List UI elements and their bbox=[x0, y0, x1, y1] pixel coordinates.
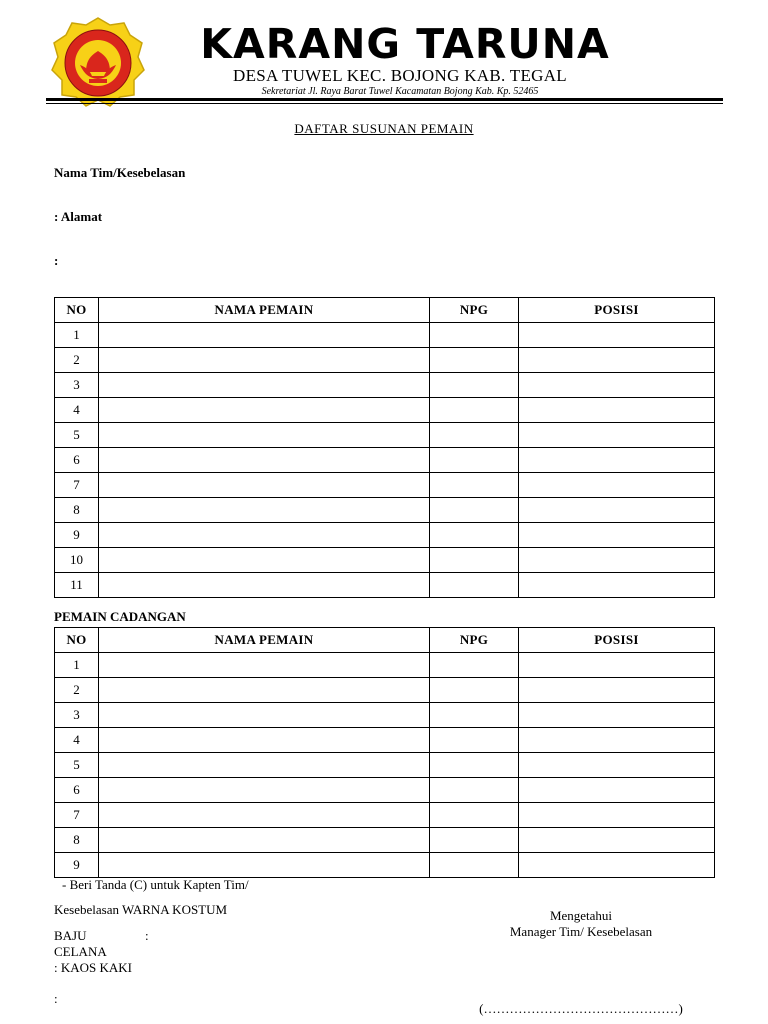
row-number: 3 bbox=[55, 373, 99, 398]
player-name-cell[interactable] bbox=[99, 523, 430, 548]
row-number: 1 bbox=[55, 653, 99, 678]
team-name-label: Nama Tim/Kesebelasan bbox=[54, 165, 186, 180]
row-number: 5 bbox=[55, 753, 99, 778]
npg-cell[interactable] bbox=[430, 828, 519, 853]
row-number: 4 bbox=[55, 728, 99, 753]
player-name-cell[interactable] bbox=[99, 703, 430, 728]
row-number: 7 bbox=[55, 803, 99, 828]
player-name-cell[interactable] bbox=[99, 653, 430, 678]
npg-cell[interactable] bbox=[430, 448, 519, 473]
shirt-colon: : bbox=[145, 928, 149, 943]
player-name-cell[interactable] bbox=[99, 423, 430, 448]
table-row bbox=[55, 423, 715, 448]
player-name-cell[interactable] bbox=[99, 728, 430, 753]
npg-cell[interactable] bbox=[430, 498, 519, 523]
position-cell[interactable] bbox=[519, 728, 715, 753]
reserve-table-header bbox=[55, 628, 715, 653]
table-row bbox=[55, 803, 715, 828]
npg-cell[interactable] bbox=[430, 473, 519, 498]
header-name: NAMA PEMAIN bbox=[99, 628, 430, 653]
org-address: Sekretariat Jl. Raya Barat Tuwel Kacamatan Bojong Kab. Kp. 52465 bbox=[261, 86, 539, 97]
row-number: 9 bbox=[55, 853, 99, 878]
position-cell[interactable] bbox=[519, 678, 715, 703]
table-row bbox=[55, 778, 715, 803]
row-number: 3 bbox=[55, 703, 99, 728]
header-position: POSISI bbox=[519, 298, 715, 323]
table-row bbox=[55, 678, 715, 703]
npg-cell[interactable] bbox=[430, 728, 519, 753]
captain-note: - Beri Tanda (C) untuk Kapten Tim/ bbox=[62, 877, 249, 892]
table-row bbox=[55, 348, 715, 373]
table-row bbox=[55, 473, 715, 498]
position-cell[interactable] bbox=[519, 373, 715, 398]
player-name-cell[interactable] bbox=[99, 548, 430, 573]
position-cell[interactable] bbox=[519, 853, 715, 878]
table-row bbox=[55, 398, 715, 423]
position-cell[interactable] bbox=[519, 473, 715, 498]
position-cell[interactable] bbox=[519, 323, 715, 348]
acknowledged-label: Mengetahui bbox=[549, 908, 613, 923]
header-position: POSISI bbox=[519, 628, 715, 653]
npg-cell[interactable] bbox=[430, 653, 519, 678]
npg-cell[interactable] bbox=[430, 753, 519, 778]
karang-taruna-logo bbox=[50, 15, 146, 107]
player-table bbox=[54, 297, 715, 598]
player-name-cell[interactable] bbox=[99, 323, 430, 348]
row-number: 10 bbox=[55, 548, 99, 573]
table-row bbox=[55, 498, 715, 523]
shorts-label: CELANA bbox=[54, 944, 107, 959]
trailing-colon: : bbox=[54, 991, 58, 1006]
player-name-cell[interactable] bbox=[99, 348, 430, 373]
position-cell[interactable] bbox=[519, 828, 715, 853]
position-cell[interactable] bbox=[519, 498, 715, 523]
npg-cell[interactable] bbox=[430, 523, 519, 548]
player-name-cell[interactable] bbox=[99, 498, 430, 523]
npg-cell[interactable] bbox=[430, 348, 519, 373]
header-npg: NPG bbox=[430, 298, 519, 323]
player-name-cell[interactable] bbox=[99, 473, 430, 498]
address-colon: : bbox=[54, 253, 59, 268]
kit-color-label: Kesebelasan WARNA KOSTUM bbox=[54, 902, 228, 917]
row-number: 1 bbox=[55, 323, 99, 348]
npg-cell[interactable] bbox=[430, 573, 519, 598]
row-number: 2 bbox=[55, 348, 99, 373]
signature-line: (………………………………………) bbox=[479, 1001, 683, 1016]
player-name-cell[interactable] bbox=[99, 448, 430, 473]
socks-label: : KAOS KAKI bbox=[54, 960, 132, 975]
player-name-cell[interactable] bbox=[99, 753, 430, 778]
row-number: 5 bbox=[55, 423, 99, 448]
npg-cell[interactable] bbox=[430, 398, 519, 423]
npg-cell[interactable] bbox=[430, 548, 519, 573]
row-number: 4 bbox=[55, 398, 99, 423]
npg-cell[interactable] bbox=[430, 703, 519, 728]
document-title: DAFTAR SUSUNAN PEMAIN bbox=[294, 121, 474, 136]
table-row bbox=[55, 323, 715, 348]
npg-cell[interactable] bbox=[430, 678, 519, 703]
position-cell[interactable] bbox=[519, 348, 715, 373]
row-number: 8 bbox=[55, 498, 99, 523]
table-row bbox=[55, 373, 715, 398]
table-row bbox=[55, 703, 715, 728]
table-row bbox=[55, 753, 715, 778]
player-name-cell[interactable] bbox=[99, 398, 430, 423]
position-cell[interactable] bbox=[519, 573, 715, 598]
org-title: KARANG TARUNA bbox=[200, 20, 610, 68]
table-row bbox=[55, 853, 715, 878]
table-row bbox=[55, 653, 715, 678]
header-rule-thick bbox=[46, 98, 723, 101]
row-number: 11 bbox=[55, 573, 99, 598]
player-name-cell[interactable] bbox=[99, 573, 430, 598]
header-rule-thin bbox=[46, 103, 723, 104]
position-cell[interactable] bbox=[519, 803, 715, 828]
reserve-table bbox=[54, 627, 715, 878]
header-npg: NPG bbox=[430, 628, 519, 653]
position-cell[interactable] bbox=[519, 398, 715, 423]
npg-cell[interactable] bbox=[430, 853, 519, 878]
address-label: : Alamat bbox=[54, 209, 103, 224]
player-name-cell[interactable] bbox=[99, 828, 430, 853]
table-row bbox=[55, 523, 715, 548]
shirt-label: BAJU bbox=[54, 928, 87, 943]
position-cell[interactable] bbox=[519, 423, 715, 448]
player-name-cell[interactable] bbox=[99, 853, 430, 878]
position-cell[interactable] bbox=[519, 523, 715, 548]
npg-cell[interactable] bbox=[430, 373, 519, 398]
player-name-cell[interactable] bbox=[99, 778, 430, 803]
header-no: NO bbox=[55, 628, 99, 653]
row-number: 7 bbox=[55, 473, 99, 498]
table-row bbox=[55, 548, 715, 573]
table-row bbox=[55, 448, 715, 473]
position-cell[interactable] bbox=[519, 448, 715, 473]
position-cell[interactable] bbox=[519, 778, 715, 803]
position-cell[interactable] bbox=[519, 548, 715, 573]
row-number: 6 bbox=[55, 778, 99, 803]
table-row bbox=[55, 828, 715, 853]
npg-cell[interactable] bbox=[430, 778, 519, 803]
table-row bbox=[55, 728, 715, 753]
table-row bbox=[55, 573, 715, 598]
manager-role-label: Manager Tim/ Kesebelasan bbox=[509, 924, 653, 939]
org-subtitle: DESA TUWEL KEC. BOJONG KAB. TEGAL bbox=[233, 66, 567, 85]
npg-cell[interactable] bbox=[430, 803, 519, 828]
player-table-header bbox=[55, 298, 715, 323]
npg-cell[interactable] bbox=[430, 323, 519, 348]
reserve-heading: PEMAIN CADANGAN bbox=[54, 609, 186, 624]
row-number: 9 bbox=[55, 523, 99, 548]
position-cell[interactable] bbox=[519, 653, 715, 678]
row-number: 6 bbox=[55, 448, 99, 473]
header-name: NAMA PEMAIN bbox=[99, 298, 430, 323]
npg-cell[interactable] bbox=[430, 423, 519, 448]
row-number: 2 bbox=[55, 678, 99, 703]
player-name-cell[interactable] bbox=[99, 803, 430, 828]
player-name-cell[interactable] bbox=[99, 678, 430, 703]
header-no: NO bbox=[55, 298, 99, 323]
player-name-cell[interactable] bbox=[99, 373, 430, 398]
position-cell[interactable] bbox=[519, 703, 715, 728]
row-number: 8 bbox=[55, 828, 99, 853]
position-cell[interactable] bbox=[519, 753, 715, 778]
